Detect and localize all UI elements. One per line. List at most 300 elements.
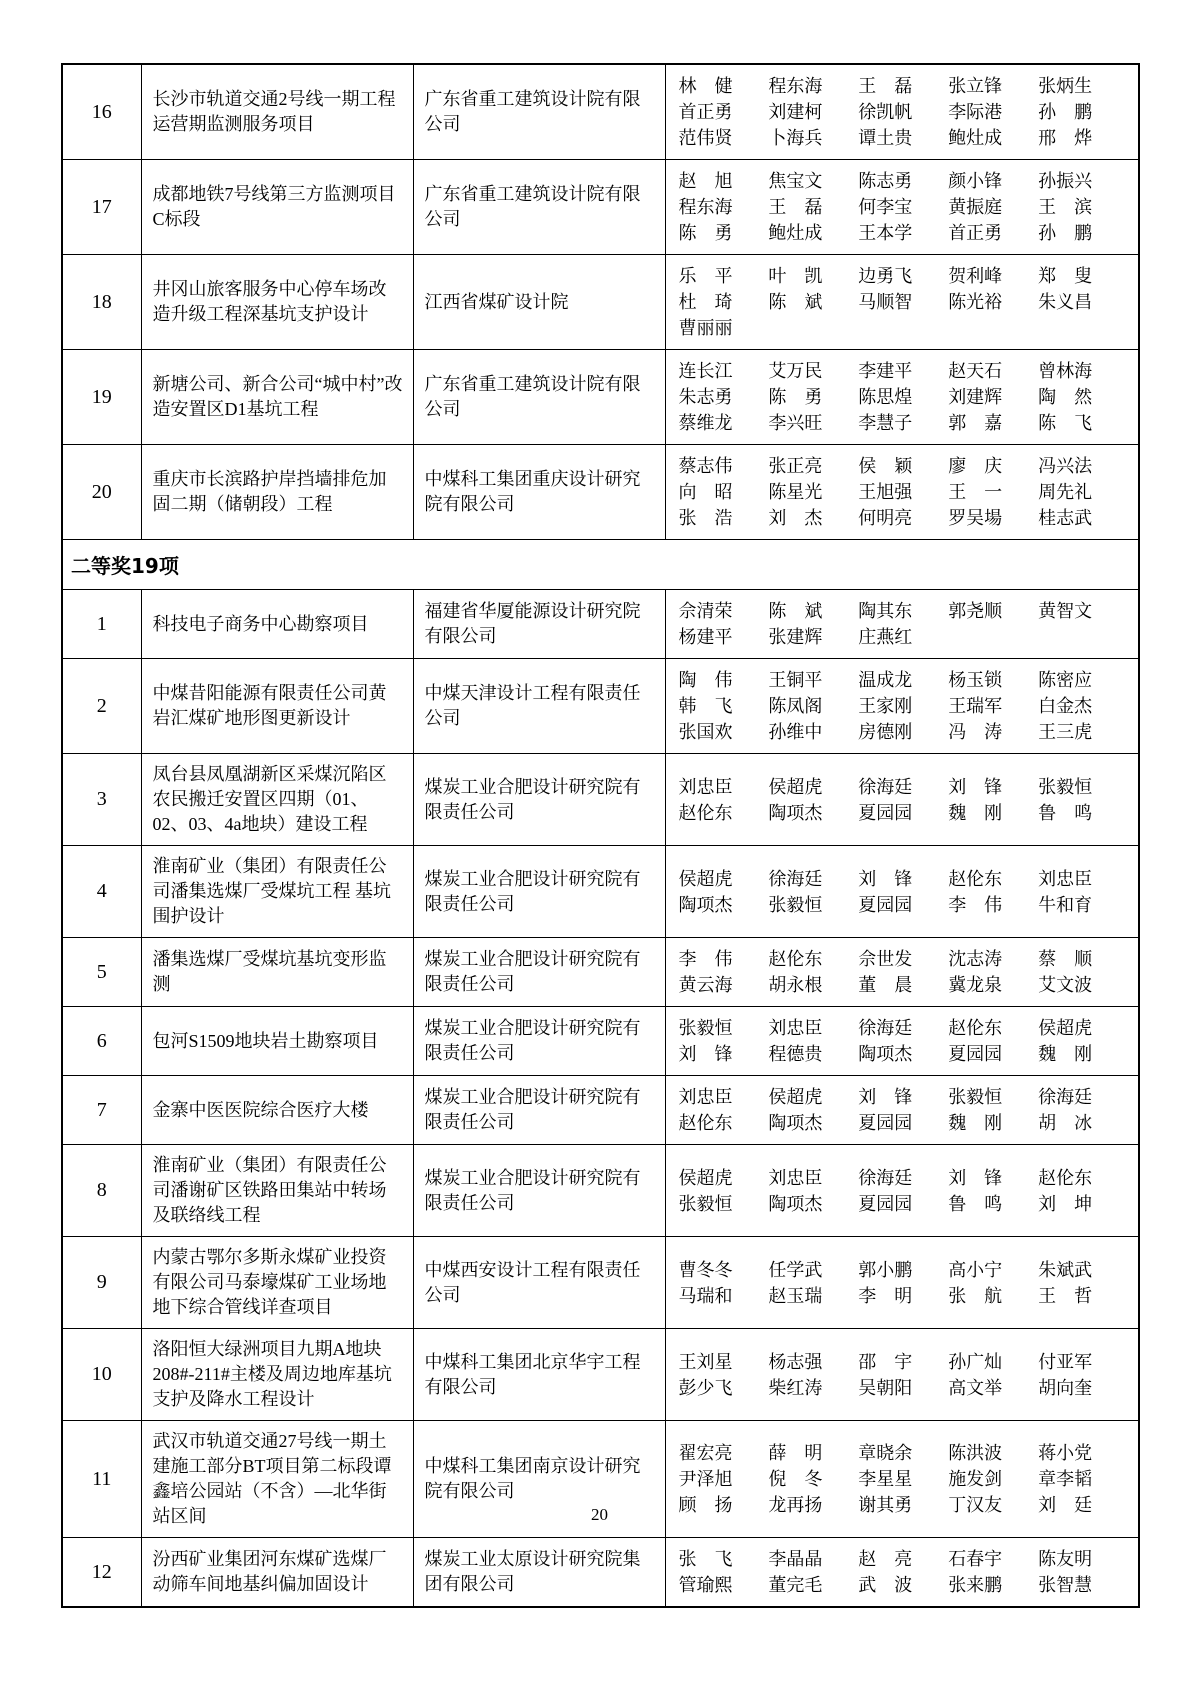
participant-name: 赵 亮 [858, 1549, 913, 1569]
participants-cell [665, 445, 1139, 540]
participant-name: 边勇飞 [858, 266, 913, 286]
participant-name: 蔡志伟 [678, 456, 733, 476]
participant-name: 牛和育 [1038, 894, 1093, 915]
participant-name: 倪 冬 [768, 1469, 823, 1489]
participants-line [679, 1084, 1129, 1110]
participants-cell [665, 255, 1139, 350]
participant-name: 郭小鹏 [858, 1259, 913, 1280]
participant-name: 徐海廷 [858, 776, 913, 797]
participant-name: 朱义昌 [1038, 292, 1093, 312]
participant-name: 叶 凯 [768, 266, 823, 286]
participants-line [679, 1283, 1129, 1309]
participant-name: 陈 飞 [1038, 413, 1093, 433]
award-row [62, 64, 1139, 160]
participant-name: 刘建辉 [948, 387, 1003, 407]
participant-name: 赵 旭 [678, 171, 733, 191]
award-row [62, 846, 1139, 938]
project-name: 包河S1509地块岩土勘察项目 [141, 1007, 413, 1076]
participant-name: 鲍灶成 [948, 128, 1003, 148]
award-row [62, 1237, 1139, 1329]
participant-name: 刘忠臣 [1038, 868, 1093, 889]
company-name: 中煤科工集团南京设计研究院有限公司 [413, 1421, 665, 1538]
participant-name: 陶项杰 [858, 1044, 913, 1064]
participant-name: 黄振庭 [948, 197, 1003, 217]
participant-name: 陶项杰 [768, 1113, 823, 1133]
participants-line [679, 719, 1129, 745]
participant-name: 颜小锋 [948, 171, 1003, 191]
participant-name: 陶 然 [1038, 387, 1093, 407]
company-name: 中煤科工集团北京华宇工程有限公司 [413, 1329, 665, 1421]
participants-cell [665, 659, 1139, 754]
participant-name: 吴朝阳 [858, 1377, 913, 1398]
participants-line [679, 315, 1129, 341]
company-name: 广东省重工建筑设计院有限公司 [413, 64, 665, 160]
participant-name: 杜 琦 [678, 292, 733, 312]
participant-name: 李际港 [948, 102, 1003, 122]
participant-name: 刘 锋 [858, 1087, 913, 1107]
section-header-row [62, 540, 1139, 590]
award-number: 12 [62, 1538, 141, 1608]
participants-line [679, 892, 1129, 918]
participant-name: 鲁 鸣 [948, 1193, 1003, 1214]
participant-name: 武 波 [858, 1575, 913, 1595]
participants-cell [665, 846, 1139, 938]
participant-name: 连长江 [678, 361, 733, 381]
participant-name: 乐 平 [678, 266, 733, 286]
participant-name: 陶 伟 [678, 670, 733, 690]
participant-name: 马顺智 [858, 292, 913, 312]
participant-name: 陈凤阁 [768, 696, 823, 716]
participant-name: 王 滨 [1038, 197, 1093, 217]
participant-name: 夏园园 [858, 1113, 913, 1133]
participant-name: 王家刚 [858, 696, 913, 716]
participants-line [679, 263, 1129, 289]
project-name: 武汉市轨道交通27号线一期土建施工部分BT项目第二标段谭鑫培公园站（不含）—北华街站区间 [141, 1421, 413, 1538]
section-header-title: 二等奖19项 [62, 540, 1139, 590]
participant-name: 董完毛 [768, 1575, 823, 1595]
participant-name: 陈 勇 [678, 223, 733, 243]
participant-name: 庄燕红 [858, 627, 913, 647]
participant-name: 陈洪波 [948, 1443, 1003, 1463]
participants-line [679, 1110, 1129, 1136]
project-name: 内蒙古鄂尔多斯永煤矿业投资有限公司马泰壕煤矿工业场地地下综合管线详查项目 [141, 1237, 413, 1329]
participants-line [679, 125, 1129, 151]
project-name: 洛阳恒大绿洲项目九期A地块208#-211#主楼及周边地库基坑支护及降水工程设计 [141, 1329, 413, 1421]
participant-name: 孙 鹏 [1038, 223, 1093, 243]
award-number: 5 [62, 938, 141, 1007]
participant-name: 张正亮 [768, 456, 823, 476]
participant-name: 孙维中 [768, 722, 823, 742]
participant-name: 张毅恒 [678, 1193, 733, 1214]
participant-name: 杨建平 [678, 627, 733, 647]
project-name: 井冈山旅客服务中心停车场改造升级工程深基坑支护设计 [141, 255, 413, 350]
participant-name: 侯超虎 [678, 868, 733, 889]
participant-name: 李慧子 [858, 413, 913, 433]
participant-name: 艾万民 [768, 361, 823, 381]
company-name: 中煤西安设计工程有限责任公司 [413, 1237, 665, 1329]
award-row [62, 590, 1139, 659]
participant-name: 冀龙泉 [948, 975, 1003, 995]
participants-line [679, 1165, 1129, 1191]
award-number: 19 [62, 350, 141, 445]
participants-cell [665, 1538, 1139, 1608]
participant-name: 廖 庆 [948, 456, 1003, 476]
company-name: 煤炭工业合肥设计研究院有限责任公司 [413, 846, 665, 938]
participant-name: 侯超虎 [678, 1167, 733, 1188]
participant-name: 翟宏亮 [678, 1443, 733, 1463]
participants-line [679, 1349, 1129, 1375]
participant-name: 柴红涛 [768, 1377, 823, 1398]
project-name: 新塘公司、新合公司“城中村”改造安置区D1基坑工程 [141, 350, 413, 445]
participant-name: 张毅恒 [948, 1087, 1003, 1107]
participant-name: 刘建柯 [768, 102, 823, 122]
participant-name: 杨志强 [768, 1351, 823, 1372]
participants-line [679, 1572, 1129, 1598]
participant-name: 董 晨 [858, 975, 913, 995]
participant-name: 贺利峰 [948, 266, 1003, 286]
participant-name: 刘忠臣 [678, 1087, 733, 1107]
participants-line [679, 1375, 1129, 1401]
participant-name: 陶项杰 [768, 802, 823, 823]
participant-name: 王三虎 [1038, 722, 1093, 742]
participant-name: 张 浩 [678, 508, 733, 528]
award-row [62, 350, 1139, 445]
award-row [62, 1007, 1139, 1076]
participant-name: 张智慧 [1038, 1575, 1093, 1595]
participant-name: 何明亮 [858, 508, 913, 528]
participant-name: 程东海 [678, 197, 733, 217]
participant-name: 张毅恒 [768, 894, 823, 915]
participant-name: 王 哲 [1038, 1285, 1093, 1306]
participant-name: 陶项杰 [768, 1193, 823, 1214]
participant-name: 陈密应 [1038, 670, 1093, 690]
participant-name: 蒋小党 [1038, 1443, 1093, 1463]
participant-name: 焦宝文 [768, 171, 823, 191]
participant-name: 朱志勇 [678, 387, 733, 407]
company-name: 煤炭工业合肥设计研究院有限责任公司 [413, 1145, 665, 1237]
project-name: 凤台县凤凰湖新区采煤沉陷区农民搬迁安置区四期（01、02、03、4a地块）建设工程 [141, 754, 413, 846]
participant-name: 张毅恒 [678, 1018, 733, 1038]
participants-line [679, 358, 1129, 384]
award-row [62, 1329, 1139, 1421]
participant-name: 高小宁 [948, 1259, 1003, 1280]
participant-name: 高文举 [948, 1377, 1003, 1398]
participant-name: 李 明 [858, 1285, 913, 1306]
participants-cell [665, 350, 1139, 445]
project-name: 重庆市长滨路护岸挡墙排危加固二期（储朝段）工程 [141, 445, 413, 540]
participant-name: 朱斌武 [1038, 1259, 1093, 1280]
participant-name: 冯 涛 [948, 722, 1003, 742]
project-name: 科技电子商务中心勘察项目 [141, 590, 413, 659]
participant-name: 刘 锋 [858, 868, 913, 889]
participant-name: 陈光裕 [948, 292, 1003, 312]
award-number: 8 [62, 1145, 141, 1237]
participant-name: 尹泽旭 [678, 1469, 733, 1489]
participant-name: 彭少飞 [678, 1377, 733, 1398]
participants-line [679, 1041, 1129, 1067]
participant-name: 赵玉瑞 [768, 1285, 823, 1306]
award-row [62, 659, 1139, 754]
award-number: 20 [62, 445, 141, 540]
participant-name: 丁汉友 [948, 1495, 1003, 1515]
award-row [62, 1076, 1139, 1145]
participants-line [679, 505, 1129, 531]
participants-line [679, 667, 1129, 693]
participant-name: 桂志武 [1038, 508, 1093, 528]
participant-name: 章李韬 [1038, 1469, 1093, 1489]
participant-name: 陈友明 [1038, 1549, 1093, 1569]
participant-name: 林 健 [678, 76, 733, 96]
participant-name: 张 航 [948, 1285, 1003, 1306]
company-name: 煤炭工业合肥设计研究院有限责任公司 [413, 1007, 665, 1076]
participant-name: 谢其勇 [858, 1495, 913, 1515]
participant-name: 沈志涛 [948, 949, 1003, 969]
participants-line [679, 99, 1129, 125]
project-name: 淮南矿业（集团）有限责任公司潘谢矿区铁路田集站中转场及联络线工程 [141, 1145, 413, 1237]
participants-cell [665, 160, 1139, 255]
participants-cell [665, 1076, 1139, 1145]
participants-line [679, 410, 1129, 436]
participant-name: 曹丽丽 [678, 318, 733, 338]
company-name: 广东省重工建筑设计院有限公司 [413, 350, 665, 445]
award-number: 18 [62, 255, 141, 350]
participant-name: 赵伦东 [948, 1018, 1003, 1038]
participants-line [679, 73, 1129, 99]
participant-name: 王 磊 [768, 197, 823, 217]
participant-name: 徐海廷 [858, 1167, 913, 1188]
participant-name: 王 磊 [858, 76, 913, 96]
participant-name: 程东海 [768, 76, 823, 96]
participant-name: 谭土贵 [858, 128, 913, 148]
participant-name: 付亚军 [1038, 1351, 1093, 1372]
participant-name: 刘忠臣 [768, 1167, 823, 1188]
participant-name: 赵伦东 [678, 1113, 733, 1133]
company-name: 中煤天津设计工程有限责任公司 [413, 659, 665, 754]
participant-name: 赵伦东 [768, 949, 823, 969]
participants-line [679, 1546, 1129, 1572]
participant-name: 胡 冰 [1038, 1113, 1093, 1133]
participant-name: 侯 颖 [858, 456, 913, 476]
award-row [62, 754, 1139, 846]
participant-name: 刘 锋 [678, 1044, 733, 1064]
participants-line [679, 693, 1129, 719]
participant-name: 郭 嘉 [948, 413, 1003, 433]
award-row [62, 255, 1139, 350]
participants-line [679, 289, 1129, 315]
participant-name: 刘忠臣 [768, 1018, 823, 1038]
award-number: 17 [62, 160, 141, 255]
participant-name: 陈 勇 [768, 387, 823, 407]
participant-name: 李建平 [858, 361, 913, 381]
participant-name: 陶其东 [858, 601, 913, 621]
participant-name: 王铜平 [768, 670, 823, 690]
award-number: 10 [62, 1329, 141, 1421]
participants-line [679, 453, 1129, 479]
project-name: 长沙市轨道交通2号线一期工程运营期监测服务项目 [141, 64, 413, 160]
participant-name: 张炳生 [1038, 76, 1093, 96]
participant-name: 胡永根 [768, 975, 823, 995]
participant-name: 王旭强 [858, 482, 913, 502]
participant-name: 向 昭 [678, 482, 733, 502]
participant-name: 任学武 [768, 1259, 823, 1280]
awards-table-body [62, 64, 1139, 1607]
participant-name: 胡向奎 [1038, 1377, 1093, 1398]
company-name: 煤炭工业合肥设计研究院有限责任公司 [413, 938, 665, 1007]
awards-table-container [61, 63, 1140, 1608]
participant-name: 何李宝 [858, 197, 913, 217]
participant-name: 魏 刚 [948, 802, 1003, 823]
participant-name: 邢 烨 [1038, 128, 1093, 148]
participant-name: 徐凯帆 [858, 102, 913, 122]
award-number: 11 [62, 1421, 141, 1538]
participant-name: 夏园园 [948, 1044, 1003, 1064]
page-number: 20 [591, 1505, 608, 1524]
participant-name: 郑 叟 [1038, 266, 1093, 286]
project-name: 淮南矿业（集团）有限责任公司潘集选煤厂受煤坑工程 基坑围护设计 [141, 846, 413, 938]
participants-cell [665, 590, 1139, 659]
participants-cell [665, 1145, 1139, 1237]
participant-name: 陈志勇 [858, 171, 913, 191]
participants-cell [665, 1237, 1139, 1329]
project-name: 成都地铁7号线第三方监测项目C标段 [141, 160, 413, 255]
participant-name: 李兴旺 [768, 413, 823, 433]
participant-name: 张毅恒 [1038, 776, 1093, 797]
participant-name: 鲍灶成 [768, 223, 823, 243]
participant-name: 郭尧顺 [948, 601, 1003, 621]
participants-cell [665, 1329, 1139, 1421]
project-name: 汾西矿业集团河东煤矿选煤厂动筛车间地基纠偏加固设计 [141, 1538, 413, 1608]
company-name: 中煤科工集团重庆设计研究院有限公司 [413, 445, 665, 540]
participants-line [679, 598, 1129, 624]
participant-name: 马瑞和 [678, 1285, 733, 1306]
participant-name: 首正勇 [948, 223, 1003, 243]
participant-name: 邵 宇 [858, 1351, 913, 1372]
participant-name: 王刘星 [678, 1351, 733, 1372]
participant-name: 魏 刚 [1038, 1044, 1093, 1064]
participant-name: 张来鹏 [948, 1575, 1003, 1595]
participant-name: 房德刚 [858, 722, 913, 742]
participant-name: 鲁 鸣 [1038, 802, 1093, 823]
participant-name: 刘忠臣 [678, 776, 733, 797]
participants-cell [665, 64, 1139, 160]
participants-line [679, 220, 1129, 246]
participant-name: 顾 扬 [678, 1495, 733, 1515]
participant-name: 管瑜熙 [678, 1575, 733, 1595]
participant-name: 陶项杰 [678, 894, 733, 915]
participant-name: 章晓余 [858, 1443, 913, 1463]
participant-name: 魏 刚 [948, 1113, 1003, 1133]
participant-name: 侯超虎 [1038, 1018, 1093, 1038]
participant-name: 曾林海 [1038, 361, 1093, 381]
participant-name: 徐海廷 [858, 1018, 913, 1038]
participant-name: 石春宇 [948, 1549, 1003, 1569]
participant-name: 李星星 [858, 1469, 913, 1489]
participant-name: 佘世发 [858, 949, 913, 969]
award-number: 2 [62, 659, 141, 754]
participant-name: 卜海兵 [768, 128, 823, 148]
award-number: 9 [62, 1237, 141, 1329]
participants-cell [665, 1007, 1139, 1076]
company-name: 煤炭工业合肥设计研究院有限责任公司 [413, 754, 665, 846]
participants-line [679, 946, 1129, 972]
participant-name: 夏园园 [858, 894, 913, 915]
participant-name: 王本学 [858, 223, 913, 243]
participant-name: 龙再扬 [768, 1495, 823, 1515]
company-name: 广东省重工建筑设计院有限公司 [413, 160, 665, 255]
participant-name: 施发剑 [948, 1469, 1003, 1489]
award-number: 16 [62, 64, 141, 160]
award-row [62, 160, 1139, 255]
participants-line [679, 1015, 1129, 1041]
company-name: 福建省华厦能源设计研究院有限公司 [413, 590, 665, 659]
participant-name: 周先礼 [1038, 482, 1093, 502]
company-name: 煤炭工业合肥设计研究院有限责任公司 [413, 1076, 665, 1145]
participants-line [679, 168, 1129, 194]
participant-name: 陈星光 [768, 482, 823, 502]
participant-name: 佘清荣 [678, 601, 733, 621]
participant-name: 蔡 顺 [1038, 949, 1093, 969]
participant-name: 刘 锋 [948, 776, 1003, 797]
participant-name: 罗吴場 [948, 508, 1003, 528]
participants-line [679, 1440, 1129, 1466]
participants-line [679, 800, 1129, 826]
participant-name: 程德贵 [768, 1044, 823, 1064]
participant-name: 薛 明 [768, 1443, 823, 1463]
participants-line [679, 384, 1129, 410]
participants-line [679, 194, 1129, 220]
participants-line [679, 972, 1129, 998]
participant-name: 王 一 [948, 482, 1003, 502]
participant-name: 蔡维龙 [678, 413, 733, 433]
awards-table [61, 63, 1140, 1608]
participant-name: 陈思煌 [858, 387, 913, 407]
participants-line [679, 1191, 1129, 1217]
participant-name: 王瑞军 [948, 696, 1003, 716]
participant-name: 侯超虎 [768, 1087, 823, 1107]
participants-line [679, 1466, 1129, 1492]
participant-name: 徐海廷 [1038, 1087, 1093, 1107]
award-row [62, 1145, 1139, 1237]
participant-name: 孙振兴 [1038, 171, 1093, 191]
award-row [62, 938, 1139, 1007]
participants-line [679, 624, 1129, 650]
participant-name: 夏园园 [858, 1193, 913, 1214]
participant-name: 艾文波 [1038, 975, 1093, 995]
award-number: 1 [62, 590, 141, 659]
project-name: 金寨中医医院综合医疗大楼 [141, 1076, 413, 1145]
participants-cell [665, 938, 1139, 1007]
participant-name: 夏园园 [858, 802, 913, 823]
award-row [62, 445, 1139, 540]
project-name: 中煤昔阳能源有限责任公司黄岩汇煤矿地形图更新设计 [141, 659, 413, 754]
participant-name: 孙 鹏 [1038, 102, 1093, 122]
participant-name: 李 伟 [948, 894, 1003, 915]
project-name: 潘集选煤厂受煤坑基坑变形监测 [141, 938, 413, 1007]
participants-cell [665, 754, 1139, 846]
award-number: 7 [62, 1076, 141, 1145]
award-number: 3 [62, 754, 141, 846]
participants-line [679, 479, 1129, 505]
award-number: 6 [62, 1007, 141, 1076]
participants-line [679, 866, 1129, 892]
company-name: 江西省煤矿设计院 [413, 255, 665, 350]
participant-name: 陈 斌 [768, 292, 823, 312]
participant-name: 韩 飞 [678, 696, 733, 716]
participant-name: 刘 坤 [1038, 1193, 1093, 1214]
participant-name: 侯超虎 [768, 776, 823, 797]
participant-name: 赵伦东 [1038, 1167, 1093, 1188]
participant-name: 冯兴法 [1038, 456, 1093, 476]
